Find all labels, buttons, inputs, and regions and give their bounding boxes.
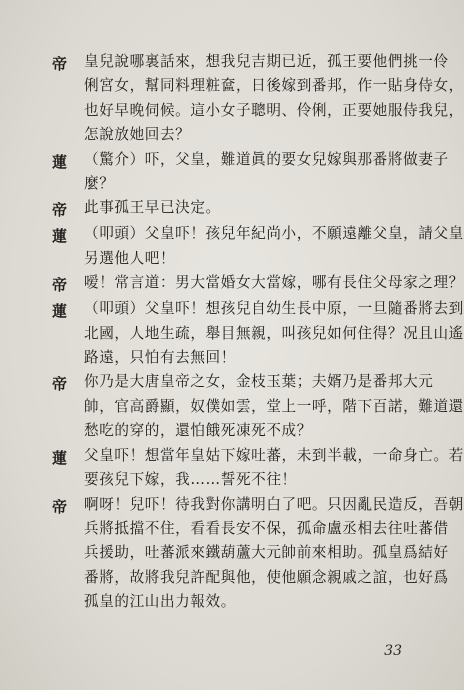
dialogue-entry (52, 444, 464, 493)
text-line: 嗳！常言道：男大當婚女大當嫁，哪有長住父母家之理？ (84, 274, 464, 292)
speech-text (84, 50, 464, 148)
text-line: 父皇吓！想當年皇姑下嫁吐蕃，未到半載，一命身亡。若 (84, 446, 464, 464)
text-line: 麼？ (84, 175, 115, 193)
speaker-label: 蓮 (52, 227, 68, 246)
text-line: 啊呀！兒吓！待我對你講明白了吧。只因亂民造反，吾朝 (84, 495, 464, 513)
dialogue-entry (52, 196, 444, 222)
text-line: 番將，故將我兒許配與他，使他願念親戚之誼，也好爲 (84, 568, 449, 586)
speaker-label: 蓮 (52, 302, 68, 321)
text-line: （驚介）吓，父皇，難道眞的要女兒嫁與那番將做妻子 (84, 150, 449, 168)
text-line: 路遠，只怕有去無回！ (84, 349, 236, 367)
speech-text (84, 196, 444, 220)
text-line: 帥，官高爵顯，奴僕如雲，堂上一呼，階下百諾，難道還 (84, 397, 464, 415)
speech-text (84, 271, 464, 295)
text-line: 孤皇的江山出力報效。 (84, 593, 236, 611)
dialogue-entry (52, 50, 464, 148)
speech-text (84, 222, 464, 271)
text-line: 另選他人吧！ (84, 249, 176, 267)
text-line: 怎說放她回去？ (84, 126, 191, 144)
text-line: 也好早晚伺候。這小女子聰明、伶俐，正要她服侍我兒， (84, 101, 464, 119)
text-line: 兵將抵擋不住，看看長安不保，孤命盧丞相去往吐蕃借 (84, 519, 449, 537)
speech-text (84, 493, 464, 615)
dialogue-entry (52, 370, 464, 443)
speaker-label: 帝 (52, 497, 68, 516)
dialogue-block (52, 50, 464, 615)
text-line: 北國，人地生疏，舉目無親，叫孩兒如何住得？况且山遙 (84, 324, 464, 342)
text-line: 要孩兒下嫁，我……誓死不往！ (84, 471, 297, 489)
dialogue-entry (52, 493, 464, 615)
dialogue-entry (52, 271, 464, 297)
text-line: 俐宮女，幫同料理粧奩，日後嫁到番邦，作一貼身侍女， (84, 77, 464, 95)
speech-text (84, 297, 464, 370)
text-line: （叩頭）父皇吓！孩兒年紀尚小，不願遠離父皇，請父皇 (84, 225, 464, 243)
speaker-label: 帝 (52, 55, 68, 73)
speaker-label: 帝 (52, 375, 68, 394)
text-line: （叩頭）父皇吓！想孩兒自幼生長中原，一旦隨番將去到 (84, 300, 464, 318)
text-line: 愁吃的穿的，還怕餓死凍死不成？ (84, 422, 312, 440)
speech-text (84, 370, 464, 443)
speaker-label: 蓮 (52, 152, 68, 171)
text-line: 皇兒說哪裏話來，想我兒吉期已近，孤王要他們挑一伶 (84, 53, 449, 70)
dialogue-entry (52, 297, 464, 370)
speaker-label: 帝 (52, 276, 68, 295)
dialogue-entry (52, 222, 464, 271)
text-line: 你乃是大唐皇帝之女，金枝玉葉；夫婿乃是番邦大元 (84, 373, 434, 391)
speech-text (84, 444, 464, 493)
text-line: 此事孤王早已決定。 (84, 199, 221, 217)
speaker-label: 帝 (52, 201, 68, 220)
speaker-label: 蓮 (52, 448, 68, 467)
dialogue-entry (52, 148, 449, 197)
text-line: 兵援助，吐蕃派來鐵葫蘆大元帥前來相助。孤皇爲結好 (84, 544, 449, 562)
page-number: 33 (384, 643, 402, 659)
speech-text (84, 148, 449, 197)
